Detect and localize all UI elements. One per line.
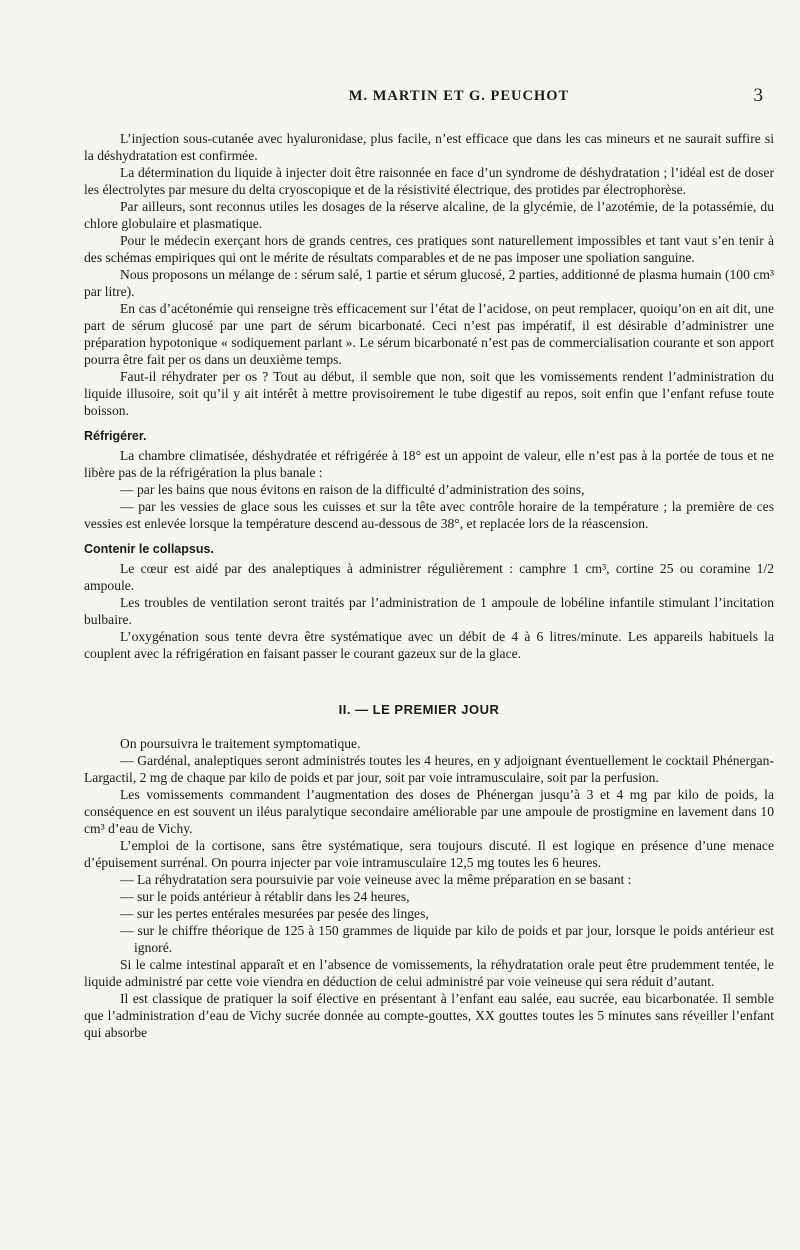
paragraph: On poursuivra le traitement symptomatique. [120, 736, 361, 751]
paragraph: L’oxygénation sous tente devra être systématique avec un débit de 4 à 6 litres/minute. Les appareils habituels la couplent avec la réfrigération en faisant passer le courant gazeux sur de la glace. [84, 629, 774, 661]
paragraph: En cas d’acétonémie qui renseigne très efficacement sur l’état de l’acidose, on peut remplacer, quoiqu’on en ait dit, une part de sérum glucosé par une part de sérum bicarbonaté. Ceci n’est pas impératif, il est désirable d’administrer une préparation hypotonique « sodiquement parlant ». Le sérum bicarbonaté n’est pas de commercialisation courante et son apport pourra être fait per os dans un deuxième temps. [84, 301, 774, 367]
list-item: — sur les pertes entérales mesurées par pesée des linges, [120, 906, 429, 921]
paragraph: — par les bains que nous évitons en raison de la difficulté d’administration des soins, [120, 482, 585, 497]
paragraph: L’injection sous-cutanée avec hyaluronidase, plus facile, n’est efficace que dans les cas mineurs et ne saurait suffire si la déshydratation est confirmée. [84, 131, 774, 163]
paragraph: La chambre climatisée, déshydratée et réfrigérée à 18° est un appoint de valeur, elle n’est pas à la portée de tous et ne libère pas de la réfrigération la plus banale : [84, 448, 774, 480]
page-number: 3 [753, 85, 764, 106]
paragraph: Les troubles de ventilation seront traités par l’administration de 1 ampoule de lobéline infantile stimulant l’incitation bulbaire. [84, 595, 774, 627]
paragraph: Pour le médecin exerçant hors de grands centres, ces pratiques sont naturellement impossibles et tant vaut s’en tenir à des schémas empiriques qui ont le mérite de résultats comparables et de ne pas imposer une spoliation sanguine. [84, 233, 774, 265]
paragraph: L’emploi de la cortisone, sans être systématique, sera toujours discuté. Il est logique en présence d’une menace d’épuisement surrénal. On pourra injecter par voie intramusculaire 12,5 mg toutes les 6 heures. [84, 838, 774, 870]
paragraph: Les vomissements commandent l’augmentation des doses de Phénergan jusqu’à 3 et 4 mg par kilo de poids, la conséquence en est souvent un iléus paralytique secondaire améliorable par une ampoule de prostigmine en lavement dans 10 cm³ d’eau de Vichy. [84, 787, 774, 836]
intro-section [84, 130, 774, 419]
section-collapsus [84, 542, 774, 662]
paragraph: Le cœur est aidé par des analeptiques à administrer régulièrement : camphre 1 cm³, cortine 25 ou coramine 1/2 ampoule. [84, 561, 774, 593]
paragraph: — Gardénal, analeptiques seront administrés toutes les 4 heures, en y adjoignant éventuellement le cocktail Phénergan-Largactil, 2 mg de chaque par kilo de poids et par jour, soit par voie intramusculaire, soit par la perfusion. [84, 753, 774, 785]
section-refrigerer [84, 429, 774, 532]
paragraph: Si le calme intestinal apparaît et en l’absence de vomissements, la réhydratation orale peut être prudemment tentée, le liquide administré par cette voie viendra en déduction de celui administré par voie veineuse qui sera réduit d’autant. [84, 957, 774, 989]
section-premier-jour [84, 735, 774, 1041]
running-header [84, 85, 774, 110]
header-title: M. MARTIN ET G. PEUCHOT [348, 88, 570, 104]
paragraph: — par les vessies de glace sous les cuisses et sur la tête avec contrôle horaire de la température ; la première de ces vessies est enlevée lorsque la température descend au-dessous de 38°, et replacée lors de la réascension. [84, 499, 774, 531]
paragraph: Faut-il réhydrater per os ? Tout au début, il semble que non, soit que les vomissements rendent l’administration du liquide illusoire, soit qu’il y ait intérêt à mettre provisoirement le tube digestif au repos, soit enfin que l’enfant refuse toute boisson. [84, 369, 774, 418]
paragraph: La détermination du liquide à injecter doit être raisonnée en face d’un syndrome de déshydratation ; l’idéal est de doser les électrolytes par mesure du delta cryoscopique et de la résistivité électrique, des protides par électrophorèse. [84, 165, 774, 197]
list-item: — sur le chiffre théorique de 125 à 150 grammes de liquide par kilo de poids et par jour, lorsque le poids antérieur est ignoré. [120, 923, 774, 955]
paragraph: Il est classique de pratiquer la soif élective en présentant à l’enfant eau salée, eau sucrée, eau bicarbonatée. Il semble que l’administration d’eau de Vichy sucrée donnée au compte-gouttes, XX gouttes toutes les 5 minutes sans réveiller l’enfant qui absorbe [84, 991, 774, 1040]
paragraph: — La réhydratation sera poursuivie par voie veineuse avec la même préparation en se basant : [120, 872, 632, 887]
section-heading: Contenir le collapsus. [84, 542, 214, 556]
section-heading: Réfrigérer. [84, 429, 147, 443]
list-item: — sur le poids antérieur à rétablir dans les 24 heures, [120, 889, 410, 904]
chapter-heading: II. — LE PREMIER JOUR [338, 702, 500, 717]
paragraph: Nous proposons un mélange de : sérum salé, 1 partie et sérum glucosé, 2 parties, additionné de plasma humain (100 cm³ par litre). [84, 267, 774, 299]
paragraph: Par ailleurs, sont reconnus utiles les dosages de la réserve alcaline, de la glycémie, de l’azotémie, de la potassémie, du chlore globulaire et plasmatique. [84, 199, 774, 231]
